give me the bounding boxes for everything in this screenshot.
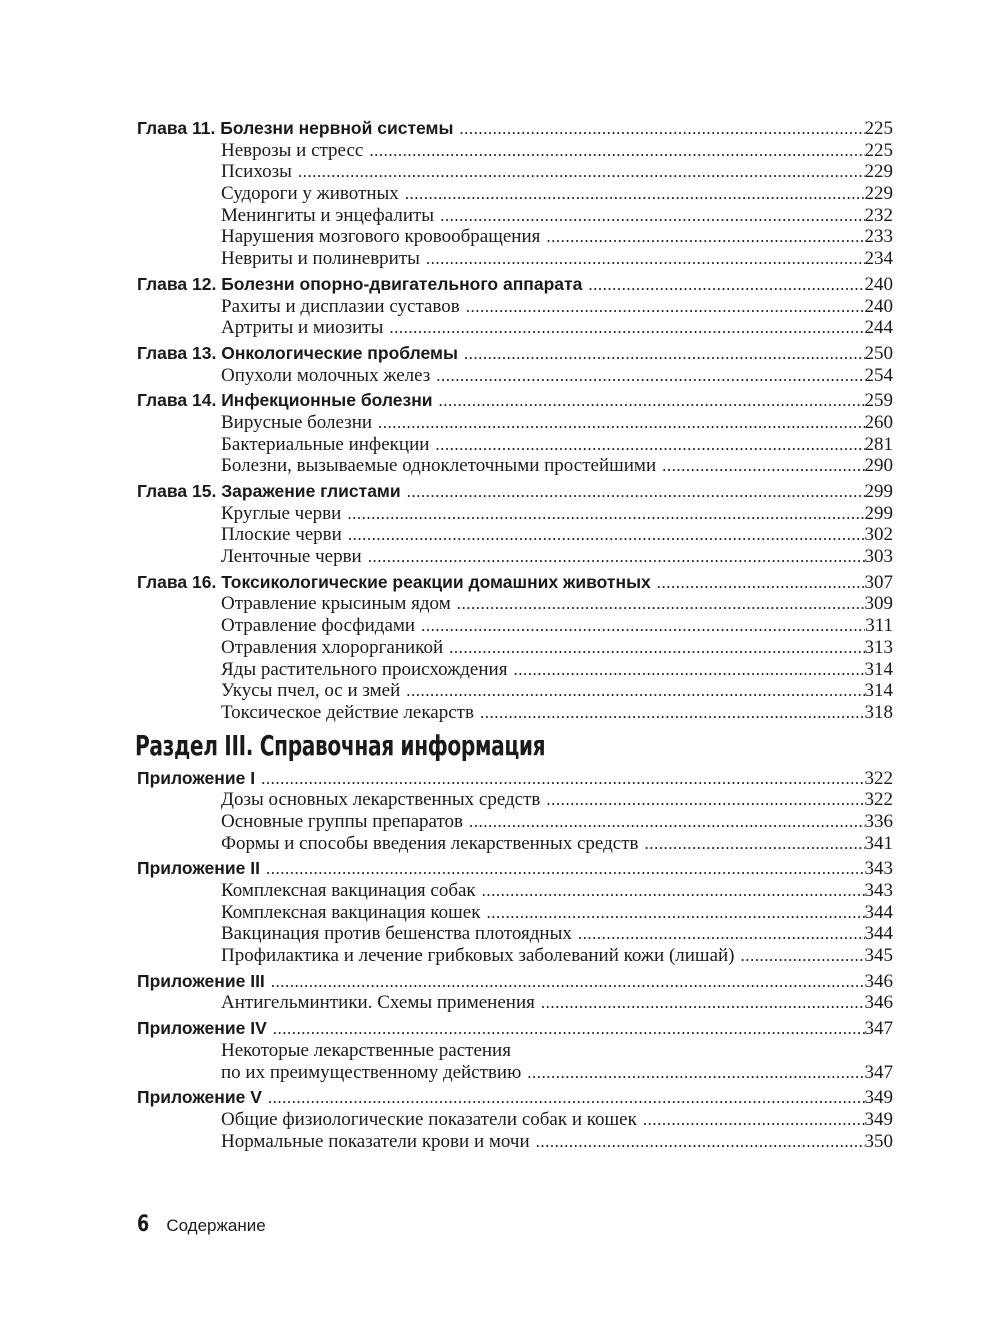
entry-page-number: 314 (864, 658, 893, 680)
entry-page-number: 345 (864, 945, 893, 967)
dot-leader (643, 1109, 865, 1131)
toc-entry[interactable] (137, 365, 893, 387)
chapter-group (137, 481, 893, 568)
toc-heading-entry[interactable] (137, 971, 893, 993)
entry-page-number: 234 (864, 248, 893, 270)
dot-leader (368, 546, 865, 568)
toc-heading-entry[interactable] (137, 572, 893, 594)
toc-entry[interactable] (137, 226, 893, 248)
toc-heading-entry[interactable] (137, 858, 893, 880)
entry-title: Ленточные черви (221, 546, 362, 568)
dot-leader (421, 615, 865, 637)
dot-leader (469, 811, 865, 833)
dot-leader (482, 880, 865, 902)
toc-entry[interactable] (137, 412, 893, 434)
toc-heading-entry[interactable] (137, 390, 893, 412)
chapter-group (137, 118, 893, 270)
appendix-group (137, 1087, 893, 1152)
entry-title: Комплексная вакцинация кошек (221, 901, 481, 923)
entry-page-number: 302 (864, 524, 893, 546)
dot-leader (513, 659, 864, 681)
entry-page-number: 250 (864, 342, 893, 364)
dot-leader (426, 248, 865, 270)
dot-leader (546, 789, 864, 811)
entry-page-number: 290 (864, 455, 893, 477)
entry-page-number: 259 (864, 390, 893, 412)
entry-title: Вакцинация против бешенства плотоядных (221, 923, 572, 945)
toc-entry[interactable] (137, 923, 893, 945)
dot-leader (464, 343, 865, 365)
dot-leader (741, 945, 865, 967)
entry-page-number: 343 (864, 880, 893, 901)
toc-heading-entry[interactable] (137, 274, 893, 296)
dot-leader (466, 296, 865, 318)
table-of-contents (137, 118, 893, 1156)
entry-page-number: 299 (864, 481, 893, 502)
entry-page-number: 229 (864, 183, 893, 205)
dot-leader (268, 1087, 865, 1109)
chapter-group (137, 274, 893, 339)
dot-leader (369, 140, 864, 162)
entry-title: Плоские черви (221, 524, 342, 546)
toc-entry[interactable] (137, 1131, 893, 1153)
toc-entry[interactable] (137, 248, 893, 270)
toc-entry[interactable] (137, 140, 893, 162)
entry-page-number: 254 (864, 364, 893, 386)
toc-entry[interactable] (137, 659, 893, 681)
entry-title: Отравление фосфидами (221, 615, 416, 637)
dot-leader (480, 702, 865, 724)
entry-page-number: 318 (864, 701, 893, 723)
entry-title: Судороги у животных (221, 183, 399, 205)
dot-leader (588, 274, 864, 296)
entry-title: Дозы основных лекарственных средств (221, 789, 541, 811)
entry-title: Круглые черви (221, 502, 342, 524)
entry-page-number: 347 (864, 1061, 893, 1083)
entry-title: Глава 12. Болезни опорно-двигательного аппарата (137, 273, 583, 294)
entry-page-number: 240 (864, 273, 893, 295)
entry-page-number: 336 (864, 810, 893, 832)
dot-leader (546, 226, 864, 248)
dot-leader (527, 1062, 864, 1084)
dot-leader (436, 365, 864, 387)
toc-entry[interactable] (137, 789, 893, 811)
toc-heading-entry[interactable] (137, 481, 893, 503)
appendix-group (137, 768, 893, 855)
entry-title: Глава 15. Заражение глистами (137, 481, 401, 501)
toc-entry[interactable] (137, 811, 893, 833)
entry-title: Нормальные показатели крови и мочи (221, 1130, 530, 1152)
toc-entry[interactable] (137, 992, 893, 1014)
entry-page-number: 232 (864, 204, 893, 226)
toc-heading-entry[interactable] (137, 118, 893, 140)
dot-leader (266, 858, 865, 880)
toc-entry[interactable] (137, 1040, 893, 1062)
toc-entry[interactable] (137, 205, 893, 227)
dot-leader (439, 390, 865, 412)
toc-heading-entry[interactable] (137, 1087, 893, 1109)
entry-page-number: 344 (864, 901, 893, 923)
entry-title: Неврозы и стресс (221, 139, 364, 161)
chapters-list (137, 118, 893, 724)
entry-page-number: 314 (864, 680, 893, 702)
toc-entry[interactable] (137, 455, 893, 477)
toc-heading-entry[interactable] (137, 343, 893, 365)
entry-page-number: 303 (864, 546, 893, 568)
entry-page-number: 346 (864, 970, 893, 992)
dot-leader (486, 902, 864, 924)
entry-page-number: 240 (864, 295, 893, 317)
entry-page-number: 311 (865, 615, 893, 637)
dot-leader (541, 992, 865, 1014)
appendix-group (137, 971, 893, 1014)
toc-entry[interactable] (137, 902, 893, 924)
dot-leader (347, 503, 864, 525)
appendix-group (137, 858, 893, 966)
entry-title: Приложение IV (137, 1018, 267, 1039)
toc-entry[interactable] (137, 296, 893, 318)
dot-leader (657, 572, 865, 594)
entry-title: Нарушения мозгового кровообращения (221, 226, 541, 248)
entry-title: Токсическое действие лекарств (221, 701, 474, 723)
entry-page-number: 350 (864, 1130, 893, 1152)
toc-entry[interactable] (137, 1062, 893, 1084)
entry-title: Невриты и полиневриты (221, 248, 420, 270)
entry-page-number: 307 (864, 571, 893, 593)
entry-title: Рахиты и дисплазии суставов (221, 295, 460, 317)
toc-entry[interactable] (137, 615, 893, 637)
entry-page-number: 341 (864, 832, 893, 854)
toc-entry[interactable] (137, 317, 893, 339)
page-footer (137, 1212, 266, 1237)
entry-page-number: 309 (864, 593, 893, 615)
appendices-list (137, 768, 893, 1153)
entry-title: Глава 13. Онкологические проблемы (137, 342, 458, 363)
entry-page-number: 343 (864, 858, 893, 880)
entry-page-number: 313 (864, 636, 893, 658)
toc-entry[interactable] (137, 434, 893, 456)
entry-title: Отравление крысиным ядом (221, 593, 451, 615)
toc-entry[interactable] (137, 593, 893, 615)
entry-title: Приложение V (137, 1087, 262, 1108)
toc-entry[interactable] (137, 637, 893, 659)
toc-entry[interactable] (137, 1109, 893, 1131)
toc-entry[interactable] (137, 680, 893, 702)
appendix-group (137, 1018, 893, 1083)
dot-leader (644, 833, 864, 855)
running-title: Содержание (166, 1216, 266, 1235)
entry-page-number: 322 (864, 767, 893, 789)
toc-heading-entry[interactable] (137, 768, 893, 790)
chapter-group (137, 390, 893, 477)
entry-page-number: 233 (864, 226, 893, 248)
entry-title: Вирусные болезни (221, 411, 373, 433)
dot-leader (389, 317, 864, 339)
chapter-group (137, 572, 893, 724)
dot-leader (459, 118, 864, 140)
entry-title: Яды растительного происхождения (221, 658, 508, 680)
toc-entry[interactable] (137, 183, 893, 205)
dot-leader (449, 637, 864, 659)
dot-leader (261, 768, 864, 790)
entry-page-number: 225 (864, 139, 893, 161)
dot-leader (271, 971, 865, 993)
dot-leader (578, 923, 865, 945)
dot-leader (273, 1018, 865, 1040)
entry-page-number: 349 (864, 1087, 893, 1109)
entry-title: по их преимущественному действию (221, 1061, 522, 1083)
entry-title: Артриты и миозиты (221, 317, 384, 339)
entry-title: Профилактика и лечение грибковых заболеваний кожи (лишай) (221, 945, 735, 967)
page-number: 6 (137, 1212, 150, 1237)
entry-title: Антигельминтики. Схемы применения (221, 992, 535, 1014)
entry-page-number: 349 (864, 1108, 893, 1130)
entry-title: Приложение III (137, 970, 265, 991)
entry-title: Формы и способы введения лекарственных средств (221, 832, 639, 854)
entry-title: Болезни, вызываемые одноклеточными простейшими (221, 455, 657, 477)
chapter-group (137, 343, 893, 386)
toc-entry[interactable] (137, 945, 893, 967)
entry-page-number: 346 (864, 992, 893, 1014)
entry-page-number: 229 (864, 161, 893, 183)
dot-leader (378, 412, 864, 434)
entry-title: Основные группы препаратов (221, 810, 463, 832)
entry-title: Бактериальные инфекции (221, 433, 430, 455)
toc-entry[interactable] (137, 833, 893, 855)
dot-leader (298, 161, 865, 183)
dot-leader (348, 524, 865, 546)
entry-title: Глава 11. Болезни нервной системы (137, 118, 454, 138)
toc-entry[interactable] (137, 503, 893, 525)
toc-entry[interactable] (137, 702, 893, 724)
entry-title: Отравления хлорорганикой (221, 636, 444, 658)
toc-heading-entry[interactable] (137, 1018, 893, 1040)
dot-leader (435, 434, 864, 456)
dot-leader (536, 1131, 865, 1153)
entry-title: Приложение I (137, 767, 256, 788)
toc-entry[interactable] (137, 524, 893, 546)
entry-page-number: 347 (864, 1018, 893, 1040)
entry-title: Глава 14. Инфекционные болезни (137, 390, 433, 411)
entry-page-number: 260 (864, 411, 893, 433)
entry-title: Приложение II (137, 858, 260, 879)
entry-page-number: 244 (864, 317, 893, 339)
dot-leader (407, 481, 865, 503)
entry-title: Укусы пчел, ос и змей (221, 680, 401, 702)
entry-page-number: 322 (864, 789, 893, 811)
toc-entry[interactable] (137, 161, 893, 183)
entry-title: Глава 16. Токсикологические реакции домашних животных (137, 571, 651, 592)
entry-page-number: 344 (864, 923, 893, 945)
toc-entry[interactable] (137, 546, 893, 568)
dot-leader (406, 680, 864, 702)
dot-leader (405, 183, 865, 205)
toc-entry[interactable] (137, 880, 893, 902)
dot-leader (662, 455, 864, 477)
section-heading: Раздел III. Справочная информация (135, 728, 546, 762)
entry-title: Общие физиологические показатели собак и кошек (221, 1108, 637, 1130)
entry-title: Опухоли молочных желез (221, 364, 431, 386)
dot-leader (440, 205, 864, 227)
dot-leader (457, 593, 865, 615)
entry-page-number: 299 (864, 502, 893, 524)
entry-page-number: 225 (864, 118, 893, 139)
entry-title: Менингиты и энцефалиты (221, 204, 435, 226)
entry-title: Психозы (221, 161, 292, 183)
entry-title: Некоторые лекарственные растения (221, 1039, 511, 1061)
entry-title: Комплексная вакцинация собак (221, 880, 476, 901)
entry-page-number: 281 (864, 433, 893, 455)
